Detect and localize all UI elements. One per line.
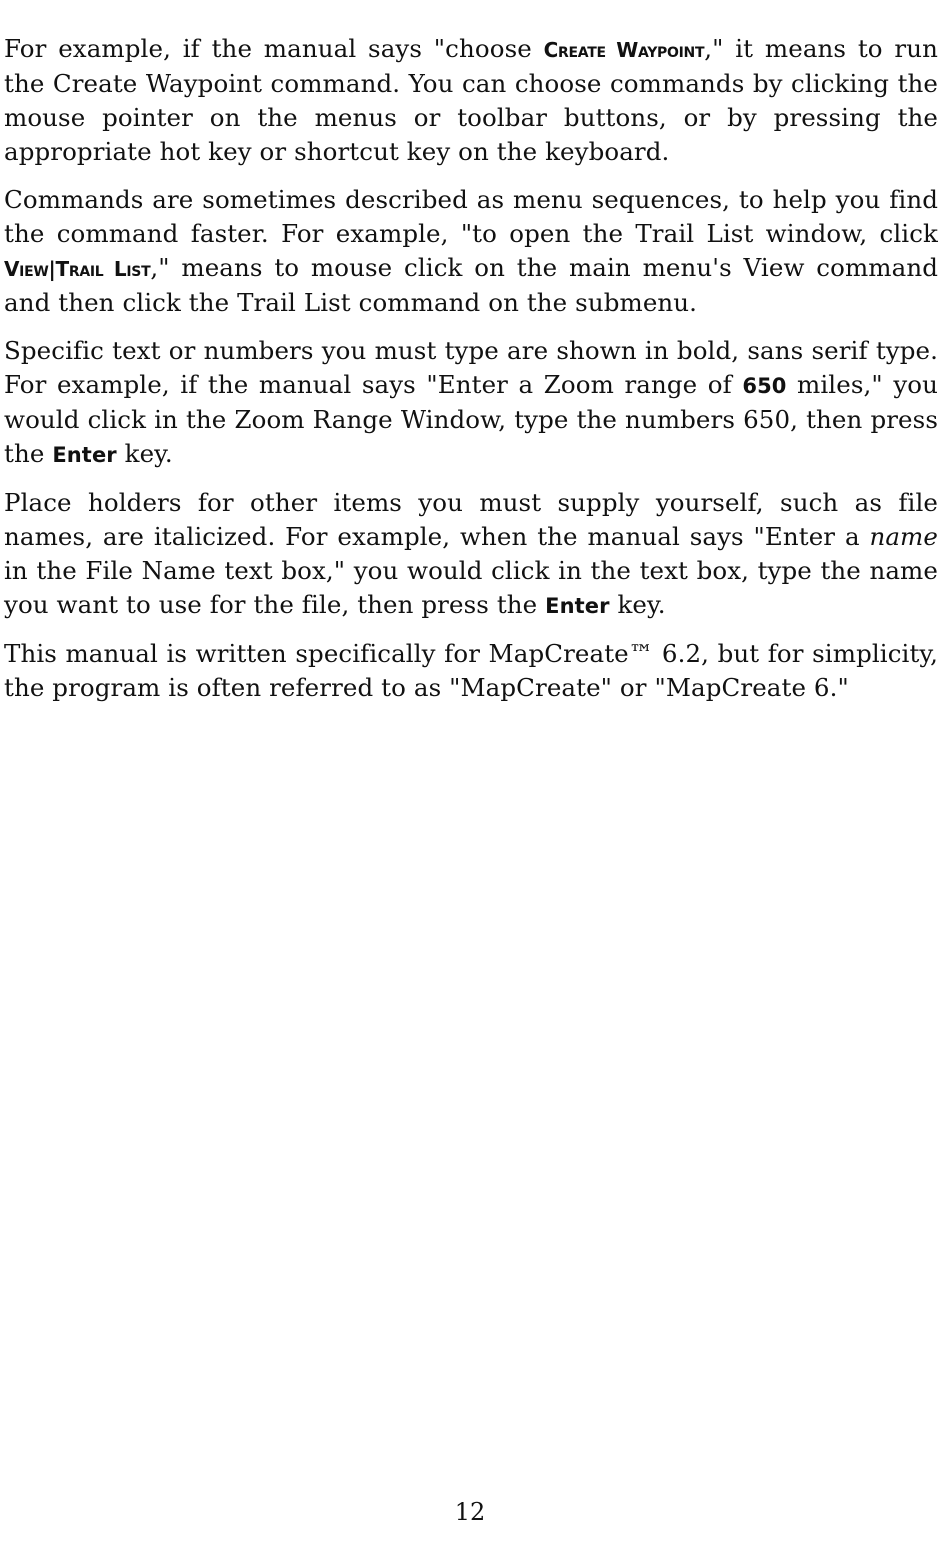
paragraph-placeholders [4,486,938,623]
text: key. [609,590,666,619]
text: Commands are sometimes described as menu sequences, to help you find the command faster. For example, "to open the Trail List window, click [4,185,938,248]
placeholder-name: name [869,522,938,551]
paragraph-mapcreate-version [4,637,938,705]
text: This manual is written specifically for MapCreate™ 6.2, but for simplicity, the program is often referred to as "MapCreate" or "MapCreate 6." [4,639,938,702]
text: in the File Name text box," you would click in the text box, type the name you want to use for the file, then press the [4,556,938,619]
text: miles," you would click in the Zoom Range Window, type the numbers 650, then press the [4,370,938,468]
paragraph-typed-text [4,334,938,472]
text: For example, if the manual says "choose [4,34,544,63]
command-view-trail-list: View|Trail List [4,257,151,281]
paragraph-create-waypoint [4,32,938,169]
paragraph-menu-sequences [4,183,938,320]
text: ," it means to run the Create Waypoint command. You can choose commands by clicking the mouse pointer on the menus or toolbar buttons, or by pressing the appropriate hot key or shortcut key on the keyboard. [4,34,938,166]
page-number: 12 [454,1498,486,1526]
text: Specific text or numbers you must type are shown in bold, sans serif type. For example, if the manual says "Enter a Zoom range of [4,336,938,399]
page-body [4,32,938,719]
typed-key-enter: Enter [545,594,610,618]
text: Place holders for other items you must supply yourself, such as file names, are italicized. For example, when the manual says "Enter a [4,488,938,551]
text: key. [116,439,173,468]
command-create-waypoint: Create Waypoint [543,38,705,62]
text: ," means to mouse click on the main menu's View command and then click the Trail List command on the submenu. [4,253,938,317]
typed-value-650: 650 [742,374,787,398]
typed-key-enter: Enter [52,443,117,467]
